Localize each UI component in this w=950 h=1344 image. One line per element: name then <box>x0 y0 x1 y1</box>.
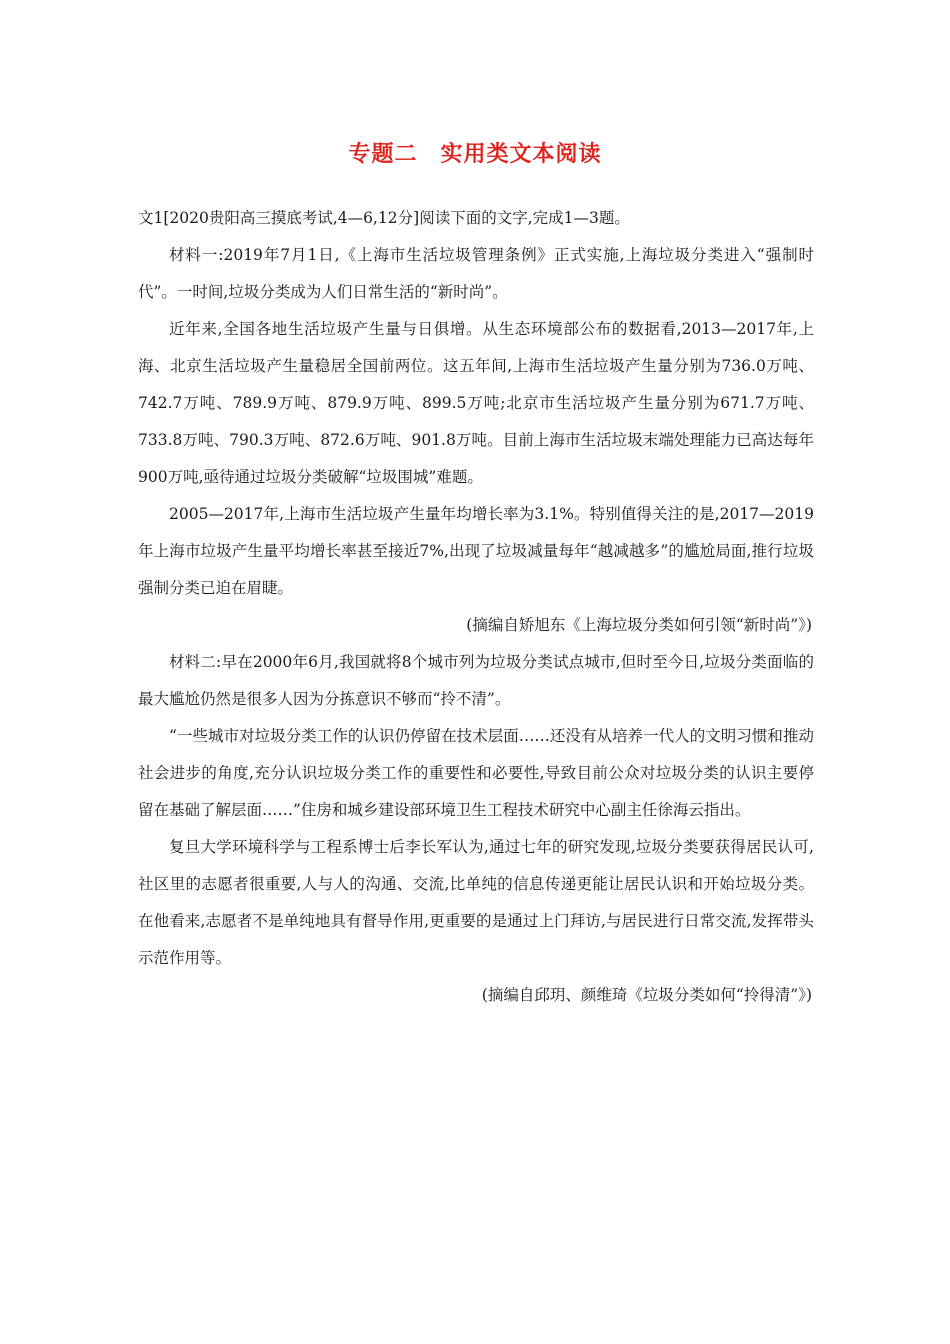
document-body <box>138 200 814 1014</box>
material1-paragraph-1: 材料一:2019年7月1日,《上海市生活垃圾管理条例》正式实施,上海垃圾分类进入“强制时代”。一时间,垃圾分类成为人们日常生活的“新时尚”。 <box>138 246 814 301</box>
page-title: 专题二 实用类文本阅读 <box>348 142 602 167</box>
material1-paragraph-3: 2005—2017年,上海市生活垃圾产生量年均增长率为3.1%。特别值得关注的是,2017—2019年上海市垃圾产生量平均增长率甚至接近7%,出现了垃圾减量每年“越减越多”的尴尬局面,推行垃圾强制分类已迫在眉睫。 <box>138 505 814 597</box>
material1-source: (摘编自矫旭东《上海垃圾分类如何引领“新时尚”》) <box>466 616 812 634</box>
material2-paragraph-3: 复旦大学环境科学与工程系博士后李长军认为,通过七年的研究发现,垃圾分类要获得居民认可,社区里的志愿者很重要,人与人的沟通、交流,比单纯的信息传递更能让居民认识和开始垃圾分类。在他看来,志愿者不是单纯地具有督导作用,更重要的是通过上门拜访,与居民进行日常交流,发挥带头示范作用等。 <box>138 838 814 967</box>
material2-paragraph-1: 材料二:早在2000年6月,我国就将8个城市列为垃圾分类试点城市,但时至今日,垃圾分类面临的最大尴尬仍然是很多人因为分拣意识不够而“拎不清”。 <box>138 653 814 708</box>
question-intro: 文1[2020贵阳高三摸底考试,4—6,12分]阅读下面的文字,完成1—3题。 <box>138 209 630 227</box>
material1-paragraph-2: 近年来,全国各地生活垃圾产生量与日俱增。从生态环境部公布的数据看,2013—2017年,上海、北京生活垃圾产生量稳居全国前两位。这五年间,上海市生活垃圾产生量分别为736.0万吨、742.7万吨、789.9万吨、879.9万吨、899.5万吨;北京市生活垃圾产生量分别为671.7万吨、733.8万吨、790.3万吨、872.6万吨、901.8万吨。目前上海市生活垃圾末端处理能力已高达每年900万吨,亟待通过垃圾分类破解“垃圾围城”难题。 <box>138 320 814 486</box>
material2-paragraph-2: “一些城市对垃圾分类工作的认识仍停留在技术层面……还没有从培养一代人的文明习惯和推动社会进步的角度,充分认识垃圾分类工作的重要性和必要性,导致目前公众对垃圾分类的认识主要停留在基础了解层面……”住房和城乡建设部环境卫生工程技术研究中心副主任徐海云指出。 <box>138 727 814 819</box>
material2-source: (摘编自邱玥、颜维琦《垃圾分类如何“拎得清”》) <box>481 986 812 1004</box>
